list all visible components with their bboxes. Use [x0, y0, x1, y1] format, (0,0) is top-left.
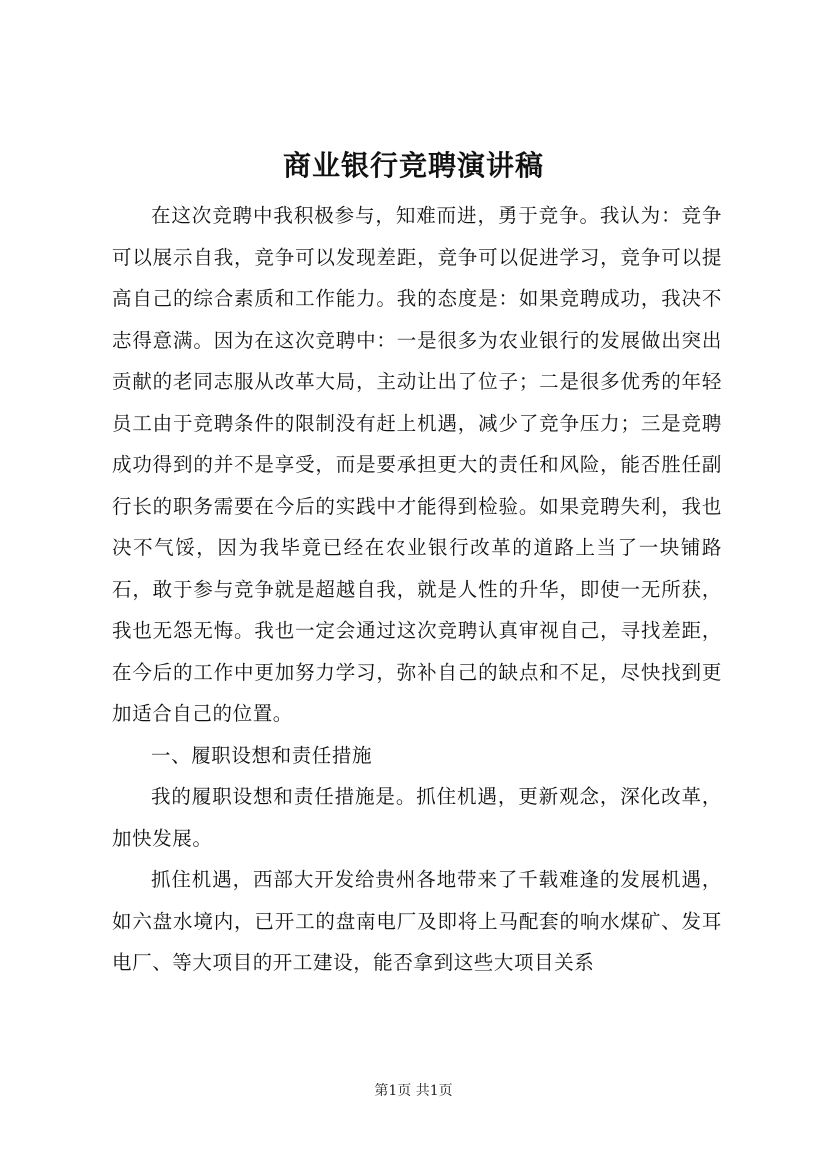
document-title: 商业银行竞聘演讲稿: [282, 149, 544, 182]
page-footer: 第1页 共1页: [374, 1083, 453, 1099]
paragraph-intro: 在这次竞聘中我积极参与，知难而进，勇于竞争。我认为：竞争可以展示自我，竞争可以发现差距，竞争可以促进学习，竞争可以提高自己的综合素质和工作能力。我的态度是：如果竞聘成功，我决不志得意满。因为在这次竞聘中：一是很多为农业银行的发展做出突出贡献的老同志服从改革大局，主动让出了位子；二是很多优秀的年轻员工由于竞聘条件的限制没有赶上机遇，减少了竞争压力；三是竞聘成功得到的并不是享受，而是要承担更大的责任和风险，能否胜任副行长的职务需要在今后的实践中才能得到检验。如果竞聘失利，我也决不气馁，因为我毕竟已经在农业银行改革的道路上当了一块铺路石，敢于参与竞争就是超越自我，就是人性的升华，即使一无所获，我也无怨无悔。我也一定会通过这次竞聘认真审视自己，寻找差距，在今后的工作中更加努力学习，弥补自己的缺点和不足，尽快找到更加适合自己的位置。: [112, 204, 722, 725]
section-heading: 一、履职设想和责任措施: [151, 743, 373, 767]
paragraph-opportunity: 抓住机遇，西部大开发给贵州各地带来了千载难逢的发展机遇，如六盘水境内，已开工的盘南电厂及即将上马配套的响水煤矿、发耳电厂、等大项目的开工建设，能否拿到这些大项目关系: [112, 868, 722, 974]
paragraph-measures: 我的履职设想和责任措施是。抓住机遇，更新观念，深化改革，加快发展。: [112, 785, 722, 850]
document-body: [112, 195, 722, 984]
